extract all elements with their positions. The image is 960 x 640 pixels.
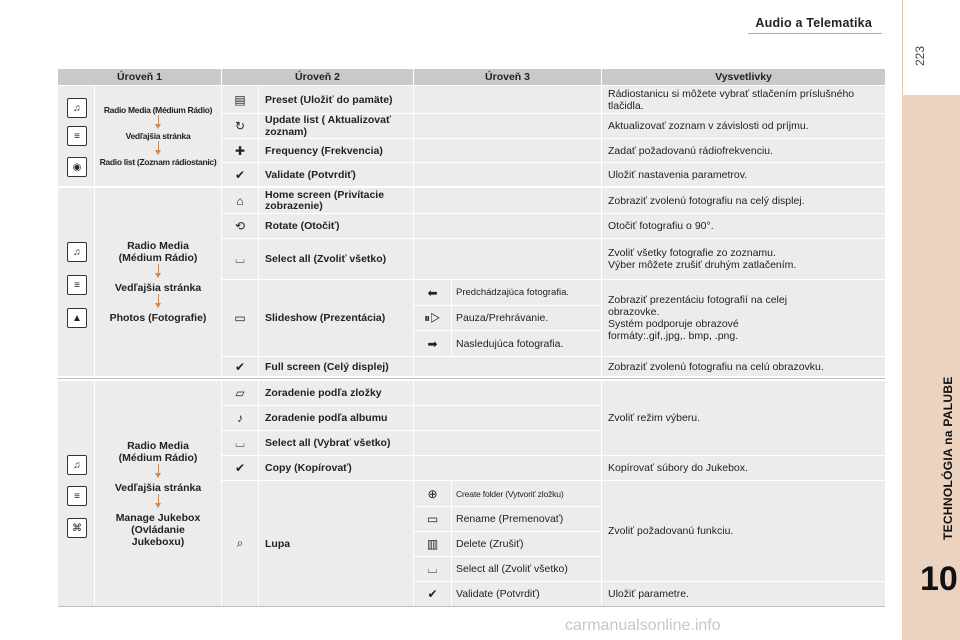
explanation-line: Zvoliť všetky fotografie zo zoznamu. <box>608 247 776 259</box>
check-icon: ✔ <box>234 461 246 475</box>
explanation: Zobraziť zvolenú fotografiu na celú obrazovku. <box>602 357 885 376</box>
media-icon: ♫ <box>67 455 87 475</box>
explanation <box>602 280 885 356</box>
media-icon: ♫ <box>67 242 87 262</box>
sub-icon <box>414 507 451 531</box>
header-rule <box>748 33 882 34</box>
group-divider <box>58 378 885 379</box>
level3-label: Pauza/Prehrávanie. <box>452 306 601 330</box>
level3-label: Create folder (Vytvoriť zložku) <box>452 481 601 506</box>
pause-play-icon: ⏸▷ <box>424 310 441 325</box>
level1-item: Vedľajšia stránka <box>114 282 202 294</box>
header-title: Audio a Telematika <box>755 16 872 30</box>
level2-label: Frequency (Frekvencia) <box>259 139 413 162</box>
level1-item: Radio Media <box>127 240 189 252</box>
level2-label: Slideshow (Prezentácia) <box>259 280 413 356</box>
table-bottom <box>58 606 885 607</box>
level3-empty <box>414 239 601 279</box>
explanation: Zvoliť požadovanú funkciu. <box>602 481 885 581</box>
arrow-icon <box>158 115 159 125</box>
arrow-icon <box>158 141 159 151</box>
level2-label: Update list ( Aktualizovať zoznam) <box>259 114 413 138</box>
level1-item: (Médium Rádio) <box>118 252 198 264</box>
level2-label: Zoradenie podľa zložky <box>259 381 413 405</box>
slideshow-icon: ▭ <box>234 311 246 325</box>
group-divider <box>58 187 885 188</box>
level1-item: Jukeboxu) <box>131 535 185 548</box>
level1-item: (Médium Rádio) <box>118 451 198 464</box>
chapter-number: 10 <box>920 560 958 598</box>
folder-sort-icon: ▱ <box>235 386 245 400</box>
explanation <box>602 239 885 279</box>
magnifier-icon: ⌕ <box>236 536 244 550</box>
check-icon: ✔ <box>427 587 438 601</box>
level3-empty <box>414 357 601 376</box>
level2-label: Rotate (Otočiť) <box>259 214 413 238</box>
level3-empty <box>414 406 601 430</box>
row-icon <box>222 86 258 113</box>
level3-empty <box>414 86 601 113</box>
secondary-page-icon: ≡ <box>67 486 87 506</box>
row-icon <box>222 214 258 238</box>
level1-item: Vedľajšia stránka <box>125 131 191 141</box>
level2-label: Home screen (Privítacie zobrazenie) <box>259 188 413 213</box>
level3-empty <box>414 381 601 405</box>
level3-label: Delete (Zrušiť) <box>452 532 601 556</box>
frequency-icon: ✚ <box>234 143 246 158</box>
level3-empty <box>414 163 601 186</box>
row-icon <box>222 481 258 606</box>
row-icon <box>222 280 258 356</box>
prev-arrow-icon: ⬅ <box>427 285 438 300</box>
trash-icon: ▥ <box>426 537 439 551</box>
section-title: TECHNOLÓGIA na PALUBE <box>941 376 955 540</box>
row-icon <box>222 431 258 455</box>
explanation-line: Zobraziť prezentáciu fotografií na celej obrazovke. <box>608 294 788 318</box>
explanation: Uložiť parametre. <box>602 582 885 606</box>
level2-label: Lupa <box>259 481 413 606</box>
level2-label: Validate (Potvrdiť) <box>259 163 413 186</box>
level3-empty <box>414 214 601 238</box>
col-header-explanation: Vysvetlivky <box>602 69 885 86</box>
select-all-icon: ⌴ <box>427 561 438 576</box>
level3-empty <box>414 456 601 480</box>
row-icon <box>222 406 258 430</box>
level2-label: Select all (Zvoliť všetko) <box>259 239 413 279</box>
rename-icon: ▭ <box>426 512 439 526</box>
row-icon <box>222 456 258 480</box>
level3-empty <box>414 114 601 138</box>
col-header-level3: Úroveň 3 <box>414 69 601 86</box>
col-header-level2: Úroveň 2 <box>222 69 413 86</box>
refresh-icon: ↻ <box>234 119 246 133</box>
sub-icon <box>414 532 451 556</box>
side-top <box>902 0 960 95</box>
row-icon <box>222 357 258 376</box>
explanation: Kopírovať súbory do Jukebox. <box>602 456 885 480</box>
rotate-icon: ⟲ <box>234 219 246 233</box>
level3-empty <box>414 431 601 455</box>
level1-item: Radio Media (Médium Rádio) <box>103 105 213 115</box>
explanation-line: Výber môžete zrušiť druhým zatlačením. <box>608 259 797 271</box>
arrow-icon <box>158 294 159 304</box>
select-all-icon: ⌴ <box>235 251 245 266</box>
next-arrow-icon: ➡ <box>427 336 438 351</box>
row-icon <box>222 239 258 279</box>
page-number: 223 <box>913 45 927 66</box>
watermark: carmanualsonline.info <box>565 617 721 634</box>
media-icon: ♫ <box>67 98 87 118</box>
arrow-icon <box>158 494 159 504</box>
sub-icon <box>414 331 451 356</box>
row-icon <box>222 163 258 186</box>
row-icon <box>222 114 258 138</box>
level2-label: Zoradenie podľa albumu <box>259 406 413 430</box>
level1-item: (Ovládanie <box>131 523 185 536</box>
row-icon <box>222 139 258 162</box>
row-icon <box>222 188 258 213</box>
level1-item: Radio Media <box>127 439 189 452</box>
secondary-page-icon: ≡ <box>67 275 87 295</box>
level3-label: Nasledujúca fotografia. <box>452 331 601 356</box>
level2-label: Copy (Kopírovať) <box>259 456 413 480</box>
secondary-page-icon: ≡ <box>67 126 87 146</box>
check-icon: ✔ <box>234 359 246 374</box>
sub-icon <box>414 557 451 581</box>
sub-icon <box>414 582 451 606</box>
row-icon <box>222 381 258 405</box>
level1-item: Photos (Fotografie) <box>109 312 207 324</box>
level3-empty <box>414 139 601 162</box>
explanation: Uložiť nastavenia parametrov. <box>602 163 885 186</box>
group1-level1 <box>95 86 221 186</box>
arrow-icon <box>158 264 159 274</box>
level3-label: Select all (Zvoliť všetko) <box>452 557 601 581</box>
sub-icon <box>414 306 451 330</box>
level2-label: Select all (Vybrať všetko) <box>259 431 413 455</box>
sub-icon <box>414 280 451 305</box>
home-screen-icon: ⌂ <box>236 193 244 208</box>
level3-label: Rename (Premenovať) <box>452 507 601 531</box>
sub-icon <box>414 481 451 506</box>
explanation: Otočiť fotografiu o 90°. <box>602 214 885 238</box>
level3-label: Predchádzajúca fotografia. <box>452 280 601 305</box>
album-sort-icon: ♪ <box>237 411 243 425</box>
explanation: Zobraziť zvolenú fotografiu na celý displej. <box>602 188 885 213</box>
arrow-icon <box>158 464 159 474</box>
explanation: Zadať požadovanú rádiofrekvenciu. <box>602 139 885 162</box>
radio-list-icon: ◉ <box>67 157 87 177</box>
explanation: Zvoliť režim výberu. <box>602 381 885 455</box>
jukebox-icon: ⌘ <box>67 518 87 538</box>
level2-label: Preset (Uložiť do pamäte) <box>259 86 413 113</box>
level2-label: Full screen (Celý displej) <box>259 357 413 376</box>
level3-empty <box>414 188 601 213</box>
preset-icon: ▤ <box>234 92 246 107</box>
col-header-level1: Úroveň 1 <box>58 69 221 86</box>
group3-level1 <box>95 381 221 606</box>
level1-item: Vedľajšia stránka <box>114 481 202 494</box>
explanation-line: Systém podporuje obrazové formáty:.gif,.jpg,. bmp, .png. <box>608 318 739 342</box>
level1-item: Radio list (Zoznam rádiostanic) <box>99 157 217 167</box>
side-band <box>902 0 960 640</box>
check-icon: ✔ <box>234 167 246 182</box>
photos-icon: ▲ <box>67 308 87 328</box>
create-folder-icon: ⊕ <box>427 486 438 501</box>
group2-level1 <box>95 188 221 376</box>
explanation: Rádiostanicu si môžete vybrať stlačením príslušného tlačidla. <box>602 86 885 113</box>
level1-item: Manage Jukebox <box>115 511 201 524</box>
explanation: Aktualizovať zoznam v závislosti od príjmu. <box>602 114 885 138</box>
select-all-icon: ⌴ <box>235 435 245 450</box>
level3-label: Validate (Potvrdiť) <box>452 582 601 606</box>
